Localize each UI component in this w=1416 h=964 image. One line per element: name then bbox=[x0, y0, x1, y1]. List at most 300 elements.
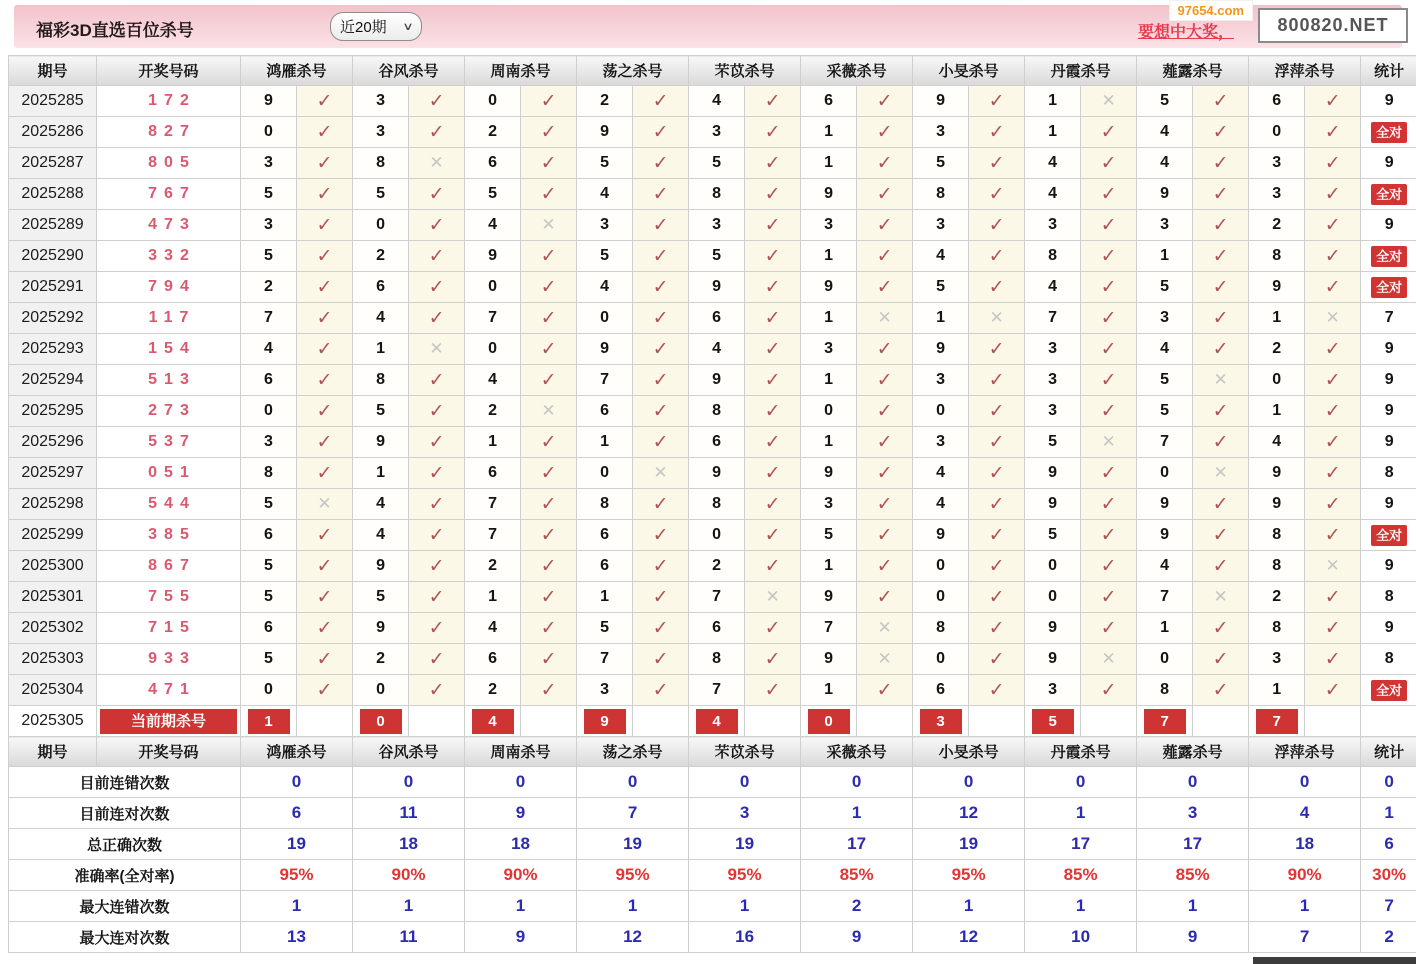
kill-number-cell: 5 bbox=[1025, 427, 1081, 458]
stats-row bbox=[9, 922, 1416, 953]
check-icon: ✓ bbox=[428, 431, 445, 453]
result-mark-cell bbox=[633, 582, 689, 613]
current-kill-cell bbox=[1249, 706, 1305, 737]
kill-number-cell: 0 bbox=[1137, 458, 1193, 489]
stats-value-cell: 30% bbox=[1361, 860, 1416, 891]
result-mark-cell bbox=[857, 117, 913, 148]
result-mark-cell bbox=[633, 613, 689, 644]
stats-row bbox=[9, 829, 1416, 860]
result-mark-cell bbox=[633, 179, 689, 210]
result-mark-cell bbox=[1193, 675, 1249, 706]
stats-value-cell: 1 bbox=[353, 891, 465, 922]
kill-number-cell: 9 bbox=[577, 334, 633, 365]
stats-row bbox=[9, 891, 1416, 922]
check-icon: ✓ bbox=[1324, 586, 1341, 608]
result-mark-cell bbox=[857, 396, 913, 427]
stats-value-cell: 3 bbox=[689, 798, 801, 829]
kill-number-cell: 9 bbox=[1025, 458, 1081, 489]
kill-number-cell: 2 bbox=[689, 551, 745, 582]
stat-cell bbox=[1361, 179, 1416, 210]
check-icon: ✓ bbox=[1212, 245, 1229, 267]
result-mark-cell bbox=[1193, 396, 1249, 427]
result-mark-cell bbox=[633, 334, 689, 365]
check-icon: ✓ bbox=[876, 493, 893, 515]
check-icon: ✓ bbox=[1324, 369, 1341, 391]
result-mark-cell bbox=[409, 551, 465, 582]
stat-cell: 9 bbox=[1361, 489, 1416, 520]
result-mark-cell bbox=[857, 148, 913, 179]
check-icon: ✓ bbox=[1100, 462, 1117, 484]
column-header-stat: 统计 bbox=[1361, 737, 1416, 767]
kill-number-cell: 2 bbox=[577, 86, 633, 117]
check-icon: ✓ bbox=[1100, 183, 1117, 205]
current-kill-cell bbox=[353, 706, 409, 737]
result-mark-cell bbox=[857, 86, 913, 117]
draw-number: 715 bbox=[148, 619, 196, 636]
check-icon: ✓ bbox=[316, 214, 333, 236]
result-mark-cell bbox=[633, 520, 689, 551]
check-icon: ✓ bbox=[764, 648, 781, 670]
check-icon: ✓ bbox=[764, 462, 781, 484]
current-empty-cell bbox=[633, 706, 689, 737]
check-icon: ✓ bbox=[988, 183, 1005, 205]
column-header-expert: 荡之杀号 bbox=[577, 737, 689, 767]
result-mark-cell bbox=[969, 644, 1025, 675]
cross-icon: ✕ bbox=[429, 339, 444, 358]
kill-number-cell: 0 bbox=[353, 675, 409, 706]
current-empty-cell bbox=[745, 706, 801, 737]
result-mark-cell bbox=[297, 675, 353, 706]
result-mark-cell bbox=[1081, 644, 1137, 675]
result-mark-cell bbox=[1193, 551, 1249, 582]
draw-number-cell bbox=[97, 644, 241, 675]
stats-value-cell: 85% bbox=[1137, 860, 1249, 891]
cross-icon: ✕ bbox=[989, 308, 1004, 327]
kill-number-cell: 1 bbox=[913, 303, 969, 334]
draw-number: 385 bbox=[148, 526, 196, 543]
result-mark-cell bbox=[633, 675, 689, 706]
result-mark-cell bbox=[857, 644, 913, 675]
check-icon: ✓ bbox=[316, 617, 333, 639]
result-mark-cell bbox=[1081, 458, 1137, 489]
period-cell: 2025292 bbox=[9, 303, 97, 334]
current-kill-label: 当前期杀号 bbox=[100, 709, 237, 734]
check-icon: ✓ bbox=[652, 90, 669, 112]
result-mark-cell bbox=[1305, 210, 1361, 241]
column-header-expert: 采薇杀号 bbox=[801, 737, 913, 767]
kill-number-cell: 5 bbox=[801, 520, 857, 551]
current-kill-box: 0 bbox=[360, 709, 402, 734]
result-mark-cell bbox=[521, 210, 577, 241]
check-icon: ✓ bbox=[1100, 524, 1117, 546]
kill-number-cell: 7 bbox=[689, 582, 745, 613]
result-mark-cell bbox=[745, 644, 801, 675]
stats-row bbox=[9, 860, 1416, 891]
all-correct-badge: 全对 bbox=[1371, 122, 1407, 143]
result-mark-cell bbox=[857, 675, 913, 706]
result-mark-cell bbox=[409, 365, 465, 396]
kill-number-cell: 9 bbox=[353, 613, 409, 644]
kill-number-cell: 3 bbox=[1249, 148, 1305, 179]
result-mark-cell bbox=[857, 210, 913, 241]
kill-number-cell: 9 bbox=[1025, 489, 1081, 520]
stats-value-cell: 7 bbox=[577, 798, 689, 829]
kill-number-cell: 9 bbox=[1137, 179, 1193, 210]
kill-number-cell: 4 bbox=[241, 334, 297, 365]
result-mark-cell bbox=[969, 551, 1025, 582]
result-mark-cell bbox=[409, 489, 465, 520]
result-mark-cell bbox=[969, 582, 1025, 613]
stats-value-cell: 11 bbox=[353, 922, 465, 953]
check-icon: ✓ bbox=[1324, 90, 1341, 112]
period-cell: 2025288 bbox=[9, 179, 97, 210]
draw-number: 933 bbox=[148, 650, 196, 667]
kill-number-cell: 6 bbox=[577, 396, 633, 427]
current-period-row bbox=[9, 706, 1416, 737]
check-icon: ✓ bbox=[652, 586, 669, 608]
check-icon: ✓ bbox=[1324, 245, 1341, 267]
kill-number-cell: 8 bbox=[689, 179, 745, 210]
result-mark-cell bbox=[297, 272, 353, 303]
draw-number-cell bbox=[97, 427, 241, 458]
kill-number-cell: 1 bbox=[801, 675, 857, 706]
stats-value-cell: 18 bbox=[465, 829, 577, 860]
period-range-select[interactable] bbox=[330, 12, 422, 41]
kill-number-cell: 9 bbox=[1025, 613, 1081, 644]
check-icon: ✓ bbox=[876, 90, 893, 112]
result-mark-cell bbox=[633, 241, 689, 272]
result-mark-cell bbox=[633, 303, 689, 334]
check-icon: ✓ bbox=[988, 400, 1005, 422]
current-empty-cell bbox=[857, 706, 913, 737]
kill-number-cell: 9 bbox=[913, 520, 969, 551]
kill-number-cell: 4 bbox=[1137, 117, 1193, 148]
kill-number-cell: 1 bbox=[1249, 303, 1305, 334]
check-icon: ✓ bbox=[988, 90, 1005, 112]
column-header-expert: 薤露杀号 bbox=[1137, 737, 1249, 767]
draw-number: 755 bbox=[148, 588, 196, 605]
current-kill-box: 3 bbox=[920, 709, 962, 734]
kill-number-cell: 8 bbox=[689, 644, 745, 675]
check-icon: ✓ bbox=[1212, 493, 1229, 515]
check-icon: ✓ bbox=[1100, 400, 1117, 422]
result-mark-cell bbox=[1081, 179, 1137, 210]
result-mark-cell bbox=[745, 582, 801, 613]
check-icon: ✓ bbox=[1324, 462, 1341, 484]
check-icon: ✓ bbox=[1212, 524, 1229, 546]
draw-number: 154 bbox=[148, 340, 196, 357]
result-mark-cell bbox=[857, 179, 913, 210]
kill-number-cell: 7 bbox=[465, 303, 521, 334]
check-icon: ✓ bbox=[1100, 307, 1117, 329]
current-kill-box: 1 bbox=[248, 709, 290, 734]
draw-number: 794 bbox=[148, 278, 196, 295]
kill-number-cell: 3 bbox=[801, 334, 857, 365]
result-mark-cell bbox=[297, 613, 353, 644]
stat-cell: 7 bbox=[1361, 303, 1416, 334]
stats-value-cell: 0 bbox=[1249, 767, 1361, 798]
kill-number-cell: 6 bbox=[465, 644, 521, 675]
check-icon: ✓ bbox=[988, 555, 1005, 577]
stats-value-cell: 0 bbox=[913, 767, 1025, 798]
check-icon: ✓ bbox=[1212, 183, 1229, 205]
stats-value-cell: 19 bbox=[689, 829, 801, 860]
result-mark-cell bbox=[1305, 86, 1361, 117]
kill-number-cell: 3 bbox=[1025, 396, 1081, 427]
stats-value-cell: 9 bbox=[465, 922, 577, 953]
draw-number: 767 bbox=[148, 185, 196, 202]
column-header-expert: 浮萍杀号 bbox=[1249, 56, 1361, 86]
check-icon: ✓ bbox=[316, 369, 333, 391]
result-mark-cell bbox=[633, 117, 689, 148]
check-icon: ✓ bbox=[652, 183, 669, 205]
kill-number-cell: 4 bbox=[465, 613, 521, 644]
stat-cell: 9 bbox=[1361, 613, 1416, 644]
current-kill-box: 0 bbox=[808, 709, 850, 734]
stat-cell: 8 bbox=[1361, 644, 1416, 675]
kill-number-cell: 3 bbox=[801, 210, 857, 241]
check-icon: ✓ bbox=[652, 400, 669, 422]
stats-value-cell: 1 bbox=[1137, 891, 1249, 922]
result-mark-cell bbox=[745, 365, 801, 396]
result-mark-cell bbox=[745, 210, 801, 241]
kill-number-cell: 6 bbox=[241, 365, 297, 396]
column-header-expert: 丹霞杀号 bbox=[1025, 56, 1137, 86]
result-mark-cell bbox=[1081, 551, 1137, 582]
kill-number-cell: 4 bbox=[1249, 427, 1305, 458]
result-mark-cell bbox=[633, 458, 689, 489]
kill-number-cell: 4 bbox=[913, 241, 969, 272]
draw-number-cell bbox=[97, 489, 241, 520]
cross-icon: ✕ bbox=[1213, 463, 1228, 482]
check-icon: ✓ bbox=[1324, 431, 1341, 453]
current-empty-cell bbox=[1305, 706, 1361, 737]
check-icon: ✓ bbox=[540, 648, 557, 670]
stats-value-cell: 1 bbox=[689, 891, 801, 922]
check-icon: ✓ bbox=[428, 307, 445, 329]
kill-number-cell: 5 bbox=[241, 551, 297, 582]
check-icon: ✓ bbox=[876, 679, 893, 701]
draw-number-cell bbox=[97, 613, 241, 644]
current-kill-box: 4 bbox=[472, 709, 514, 734]
stats-value-cell: 1 bbox=[913, 891, 1025, 922]
result-mark-cell bbox=[969, 210, 1025, 241]
stats-value-cell: 0 bbox=[689, 767, 801, 798]
result-mark-cell bbox=[745, 86, 801, 117]
check-icon: ✓ bbox=[1212, 307, 1229, 329]
kill-number-cell: 3 bbox=[1137, 303, 1193, 334]
result-mark-cell bbox=[633, 644, 689, 675]
result-mark-cell bbox=[1081, 303, 1137, 334]
result-mark-cell bbox=[521, 396, 577, 427]
result-mark-cell bbox=[409, 613, 465, 644]
current-label-cell bbox=[97, 706, 241, 737]
cross-icon: ✕ bbox=[1325, 308, 1340, 327]
kill-number-cell: 0 bbox=[241, 675, 297, 706]
stats-row-label: 最大连错次数 bbox=[9, 891, 241, 922]
result-mark-cell bbox=[297, 334, 353, 365]
check-icon: ✓ bbox=[652, 245, 669, 267]
all-correct-badge: 全对 bbox=[1371, 525, 1407, 546]
stats-value-cell: 19 bbox=[241, 829, 353, 860]
result-mark-cell bbox=[297, 489, 353, 520]
kill-number-cell: 4 bbox=[689, 86, 745, 117]
watermark-text: 97654.com bbox=[1169, 0, 1254, 21]
kill-number-cell: 9 bbox=[1025, 644, 1081, 675]
stats-value-cell: 2 bbox=[801, 891, 913, 922]
result-mark-cell bbox=[521, 489, 577, 520]
check-icon: ✓ bbox=[876, 276, 893, 298]
result-mark-cell bbox=[1305, 365, 1361, 396]
result-mark-cell bbox=[1305, 582, 1361, 613]
kill-number-cell: 0 bbox=[913, 644, 969, 675]
check-icon: ✓ bbox=[1100, 679, 1117, 701]
result-mark-cell bbox=[297, 179, 353, 210]
kill-number-cell: 7 bbox=[1025, 303, 1081, 334]
result-mark-cell bbox=[857, 613, 913, 644]
result-mark-cell bbox=[857, 241, 913, 272]
draw-number-cell bbox=[97, 458, 241, 489]
kill-number-cell: 4 bbox=[1137, 334, 1193, 365]
stat-cell: 8 bbox=[1361, 458, 1416, 489]
draw-number-cell bbox=[97, 675, 241, 706]
result-mark-cell bbox=[1305, 613, 1361, 644]
cross-icon: ✕ bbox=[541, 215, 556, 234]
check-icon: ✓ bbox=[988, 524, 1005, 546]
period-select-value: 近20期 bbox=[340, 19, 387, 36]
stats-value-cell: 19 bbox=[577, 829, 689, 860]
kill-number-cell: 3 bbox=[913, 365, 969, 396]
result-mark-cell bbox=[409, 396, 465, 427]
result-mark-cell bbox=[1081, 117, 1137, 148]
stats-row-label: 目前连错次数 bbox=[9, 767, 241, 798]
result-mark-cell bbox=[1193, 303, 1249, 334]
period-cell: 2025300 bbox=[9, 551, 97, 582]
result-mark-cell bbox=[1305, 241, 1361, 272]
kill-number-cell: 1 bbox=[1025, 117, 1081, 148]
result-mark-cell bbox=[633, 148, 689, 179]
check-icon: ✓ bbox=[652, 431, 669, 453]
stats-value-cell: 9 bbox=[465, 798, 577, 829]
result-mark-cell bbox=[521, 427, 577, 458]
stat-cell: 9 bbox=[1361, 334, 1416, 365]
result-mark-cell bbox=[521, 520, 577, 551]
kill-number-cell: 4 bbox=[1137, 551, 1193, 582]
draw-number: 172 bbox=[148, 92, 196, 109]
result-mark-cell bbox=[297, 644, 353, 675]
check-icon: ✓ bbox=[652, 152, 669, 174]
check-icon: ✓ bbox=[764, 245, 781, 267]
kill-number-cell: 9 bbox=[913, 334, 969, 365]
result-mark-cell bbox=[521, 613, 577, 644]
kill-number-cell: 0 bbox=[913, 396, 969, 427]
kill-number-cell: 6 bbox=[913, 675, 969, 706]
kill-number-cell: 3 bbox=[689, 117, 745, 148]
result-mark-cell bbox=[745, 334, 801, 365]
draw-number-cell bbox=[97, 365, 241, 396]
kill-number-cell: 9 bbox=[241, 86, 297, 117]
current-empty-cell bbox=[297, 706, 353, 737]
result-mark-cell bbox=[297, 86, 353, 117]
draw-number: 332 bbox=[148, 247, 196, 264]
column-header-expert: 谷风杀号 bbox=[353, 56, 465, 86]
stats-row bbox=[9, 767, 1416, 798]
kill-number-cell: 8 bbox=[353, 365, 409, 396]
check-icon: ✓ bbox=[764, 679, 781, 701]
stats-value-cell: 0 bbox=[1361, 767, 1416, 798]
kill-number-cell: 5 bbox=[241, 489, 297, 520]
stats-value-cell: 0 bbox=[465, 767, 577, 798]
result-mark-cell bbox=[297, 427, 353, 458]
check-icon: ✓ bbox=[652, 493, 669, 515]
check-icon: ✓ bbox=[876, 555, 893, 577]
kill-number-cell: 2 bbox=[465, 396, 521, 427]
kill-number-cell: 3 bbox=[913, 427, 969, 458]
stats-value-cell: 7 bbox=[1361, 891, 1416, 922]
result-mark-cell bbox=[969, 396, 1025, 427]
period-cell: 2025304 bbox=[9, 675, 97, 706]
stat-cell bbox=[1361, 117, 1416, 148]
stats-value-cell: 95% bbox=[913, 860, 1025, 891]
period-cell: 2025298 bbox=[9, 489, 97, 520]
check-icon: ✓ bbox=[540, 245, 557, 267]
promo-link[interactable]: 要想中大奖， bbox=[1137, 24, 1234, 41]
check-icon: ✓ bbox=[1324, 183, 1341, 205]
stats-value-cell: 10 bbox=[1025, 922, 1137, 953]
check-icon: ✓ bbox=[988, 493, 1005, 515]
draw-number: 471 bbox=[148, 681, 196, 698]
result-mark-cell bbox=[409, 86, 465, 117]
stat-cell: 9 bbox=[1361, 551, 1416, 582]
stats-value-cell: 1 bbox=[577, 891, 689, 922]
check-icon: ✓ bbox=[316, 245, 333, 267]
check-icon: ✓ bbox=[876, 214, 893, 236]
kill-number-cell: 4 bbox=[913, 489, 969, 520]
kill-number-cell: 5 bbox=[465, 179, 521, 210]
check-icon: ✓ bbox=[540, 338, 557, 360]
kill-number-cell: 1 bbox=[1025, 86, 1081, 117]
result-mark-cell bbox=[1305, 272, 1361, 303]
stats-value-cell: 17 bbox=[801, 829, 913, 860]
kill-number-cell: 3 bbox=[1025, 210, 1081, 241]
result-mark-cell bbox=[1193, 241, 1249, 272]
stats-value-cell: 85% bbox=[1025, 860, 1137, 891]
current-empty-cell bbox=[1081, 706, 1137, 737]
result-mark-cell bbox=[297, 365, 353, 396]
result-mark-cell bbox=[1193, 148, 1249, 179]
check-icon: ✓ bbox=[316, 679, 333, 701]
result-mark-cell bbox=[633, 551, 689, 582]
result-mark-cell bbox=[297, 396, 353, 427]
kill-number-cell: 0 bbox=[1249, 365, 1305, 396]
cross-icon: ✕ bbox=[541, 401, 556, 420]
result-mark-cell bbox=[745, 241, 801, 272]
kill-number-cell: 1 bbox=[801, 365, 857, 396]
kill-number-cell: 8 bbox=[689, 489, 745, 520]
cross-icon: ✕ bbox=[877, 649, 892, 668]
result-mark-cell bbox=[1193, 179, 1249, 210]
stats-value-cell: 18 bbox=[1249, 829, 1361, 860]
result-mark-cell bbox=[1081, 365, 1137, 396]
kill-number-cell: 0 bbox=[1249, 117, 1305, 148]
page-title: 福彩3D直选百位杀号 bbox=[36, 21, 194, 40]
table-row bbox=[9, 396, 1416, 427]
kill-number-cell: 8 bbox=[353, 148, 409, 179]
kill-number-cell: 4 bbox=[1025, 272, 1081, 303]
stats-value-cell: 0 bbox=[353, 767, 465, 798]
check-icon: ✓ bbox=[1100, 121, 1117, 143]
result-mark-cell bbox=[857, 458, 913, 489]
